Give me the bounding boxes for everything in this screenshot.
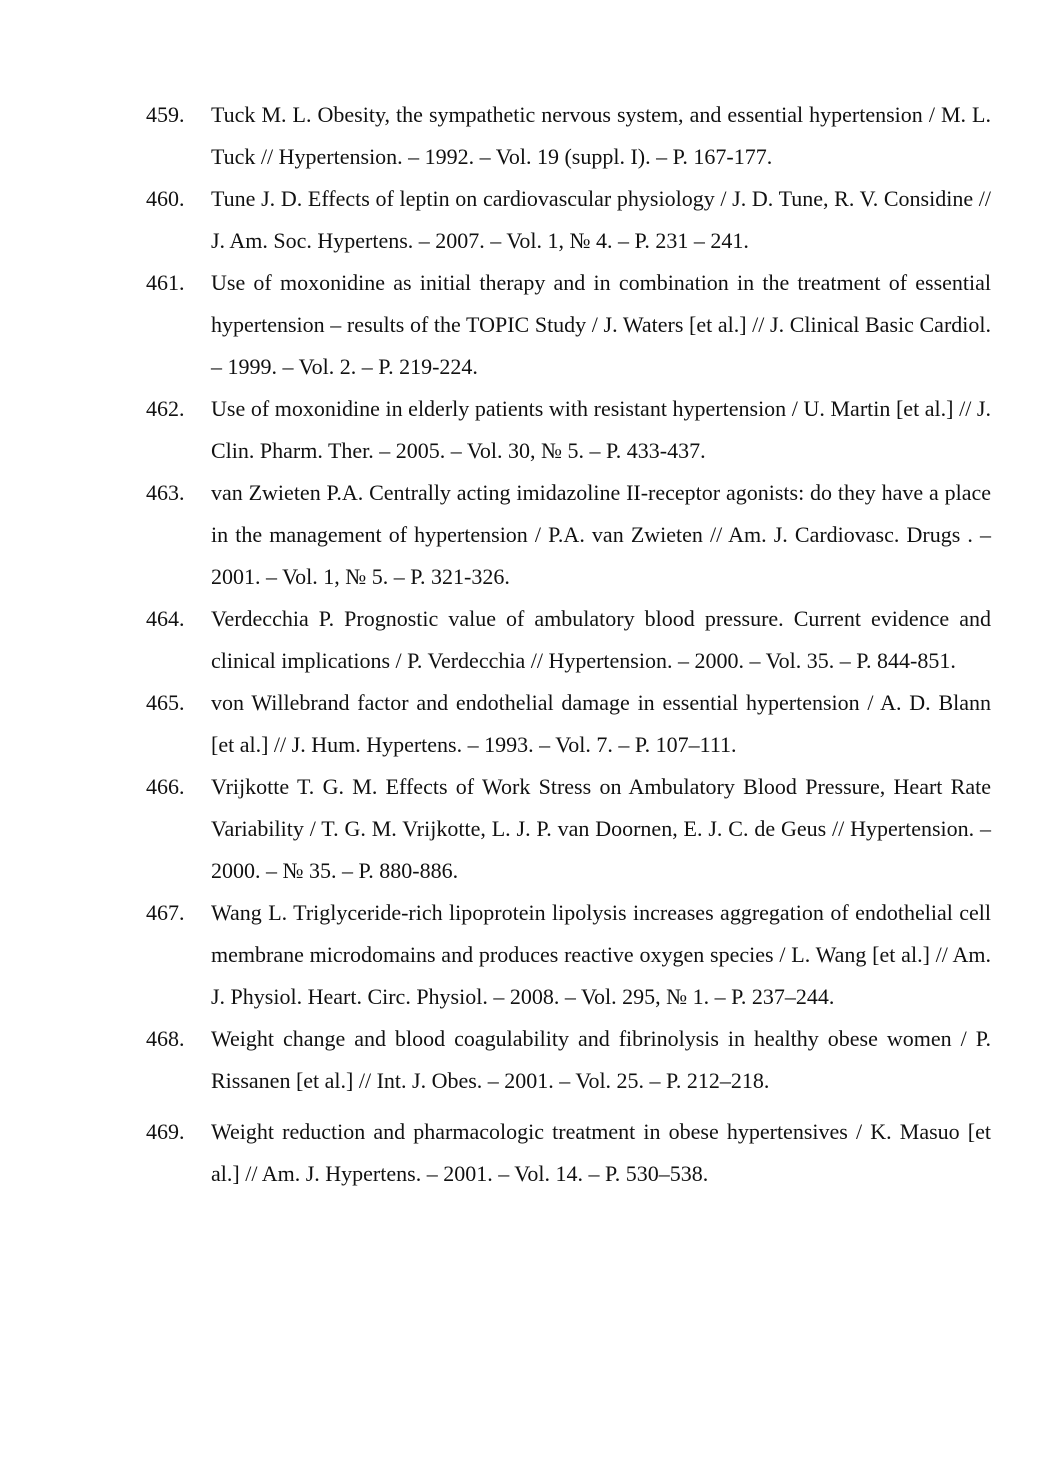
reference-number: 469. xyxy=(146,1119,185,1144)
reference-text: Weight change and blood coagulability and fibrinolysis in healthy obese women / P. Rissanen [et al.] // Int. J. Obes. – 2001. – Vol. 25. – P. 212–218. xyxy=(211,1026,991,1093)
reference-text: von Willebrand factor and endothelial damage in essential hypertension / A. D. Blann [et al.] // J. Hum. Hypertens. – 1993. – Vol. 7. – P. 107–111. xyxy=(211,690,991,757)
reference-item xyxy=(146,766,991,892)
reference-text: Weight reduction and pharmacologic treatment in obese hypertensives / K. Masuo [et al.] // Am. J. Hypertens. – 2001. – Vol. 14. – P. 530–538. xyxy=(211,1119,991,1186)
reference-number: 464. xyxy=(146,606,185,631)
reference-item xyxy=(146,388,991,472)
reference-number: 465. xyxy=(146,690,185,715)
reference-text: Wang L. Triglyceride-rich lipoprotein lipolysis increases aggregation of endothelial cell membrane microdomains and produces reactive oxygen species / L. Wang [et al.] // Am. J. Physiol. Heart. Circ. Physiol. – 2008. – Vol. 295, № 1. – P. 237–244. xyxy=(211,900,991,1009)
reference-item xyxy=(146,682,991,766)
reference-item xyxy=(146,892,991,1018)
reference-text: Verdecchia P. Prognostic value of ambulatory blood pressure. Current evidence and clinical implications / P. Verdecchia // Hypertension. – 2000. – Vol. 35. – P. 844-851. xyxy=(211,606,991,673)
reference-text: Vrijkotte T. G. M. Effects of Work Stress on Ambulatory Blood Pressure, Heart Rate Variability / T. G. M. Vrijkotte, L. J. P. van Doornen, E. J. C. de Geus // Hypertension. – 2000. – № 35. – P. 880-886. xyxy=(211,774,991,883)
reference-text: van Zwieten P.A. Centrally acting imidazoline II-receptor agonists: do they have a place in the management of hypertension / P.A. van Zwieten // Am. J. Cardiovasc. Drugs . – 2001. – Vol. 1, № 5. – P. 321-326. xyxy=(211,480,991,589)
reference-item xyxy=(146,178,991,262)
reference-item xyxy=(146,262,991,388)
reference-list xyxy=(146,94,991,1195)
reference-number: 468. xyxy=(146,1026,185,1051)
reference-number: 459. xyxy=(146,102,185,127)
reference-text: Tune J. D. Effects of leptin on cardiovascular physiology / J. D. Tune, R. V. Considine // J. Am. Soc. Hypertens. – 2007. – Vol. 1, № 4. – P. 231 – 241. xyxy=(211,186,991,253)
reference-item xyxy=(146,1018,991,1102)
reference-item xyxy=(146,1111,991,1195)
reference-text: Use of moxonidine as initial therapy and in combination in the treatment of essential hypertension – results of the TOPIC Study / J. Waters [et al.] // J. Clinical Basic Cardiol. – 1999. – Vol. 2. – P. 219-224. xyxy=(211,270,991,379)
reference-text: Tuck M. L. Obesity, the sympathetic nervous system, and essential hypertension / M. L. Tuck // Hypertension. – 1992. – Vol. 19 (suppl. I). – P. 167-177. xyxy=(211,102,991,169)
reference-item xyxy=(146,472,991,598)
reference-item xyxy=(146,94,991,178)
reference-number: 460. xyxy=(146,186,185,211)
reference-number: 462. xyxy=(146,396,185,421)
reference-number: 467. xyxy=(146,900,185,925)
reference-number: 461. xyxy=(146,270,185,295)
reference-text: Use of moxonidine in elderly patients with resistant hypertension / U. Martin [et al.] // J. Clin. Pharm. Ther. – 2005. – Vol. 30, № 5. – P. 433-437. xyxy=(211,396,991,463)
reference-item xyxy=(146,598,991,682)
reference-number: 466. xyxy=(146,774,185,799)
reference-number: 463. xyxy=(146,480,185,505)
